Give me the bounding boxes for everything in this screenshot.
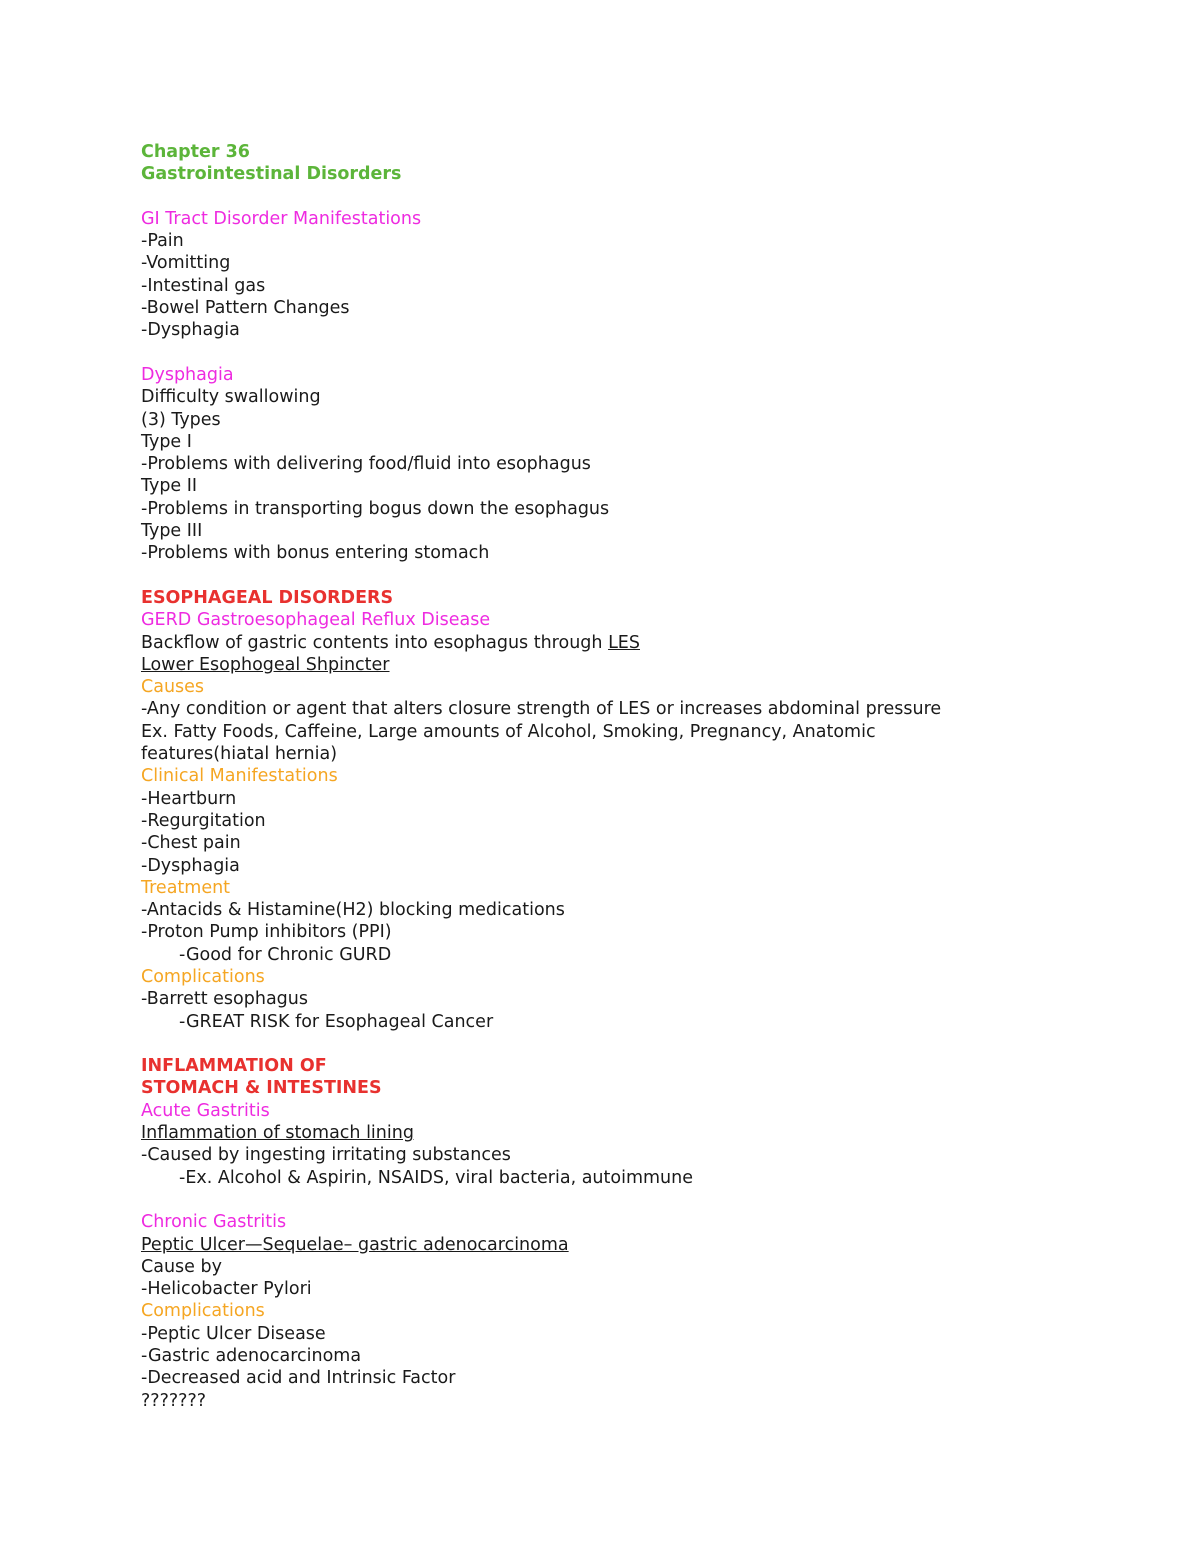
dysphagia-types-count: (3) Types (141, 409, 221, 430)
causes-line: Ex. Fatty Foods, Caffeine, Large amounts of Alcohol, Smoking, Pregnancy, Anatomic (141, 721, 876, 742)
gerd-heading: GERD Gastroesophageal Reflux Disease (141, 610, 491, 631)
chronic-cause: -Helicobacter Pylori (141, 1279, 312, 1300)
treatment-heading: Treatment (141, 877, 231, 898)
causes-line: -Any condition or agent that alters closure strength of LES or increases abdominal pressure (141, 699, 942, 720)
manifestations-heading: GI Tract Disorder Manifestations (141, 208, 422, 229)
les-abbreviation: LES (608, 632, 640, 653)
chapter-number: Chapter 36 (141, 142, 250, 162)
manifestation-item: -Pain (141, 231, 184, 252)
chronic-gastritis-definition: Peptic Ulcer—Sequelae– gastric adenocarcinoma (141, 1234, 569, 1255)
chapter-title: Gastrointestinal Disorders (141, 164, 402, 185)
manifestation-item: -Bowel Pattern Changes (141, 298, 350, 319)
esophageal-section-heading: ESOPHAGEAL DISORDERS (141, 587, 394, 608)
complication-item: -Barrett esophagus (141, 989, 309, 1010)
acute-gastritis-cause: -Caused by ingesting irritating substances (141, 1145, 511, 1166)
type-2-description: -Problems in transporting bogus down the esophagus (141, 498, 610, 519)
treatment-subitem: -Good for Chronic GURD (179, 944, 392, 965)
gerd-definition (141, 632, 1081, 654)
type-1-description: -Problems with delivering food/fluid into esophagus (141, 454, 591, 475)
acute-gastritis-heading: Acute Gastritis (141, 1100, 270, 1121)
inflammation-heading-line-2: STOMACH & INTESTINES (141, 1078, 382, 1099)
spacer (141, 1189, 1081, 1211)
les-full-name: Lower Esophogeal Shpincter (141, 654, 390, 675)
chronic-complications-heading: Complications (141, 1301, 265, 1322)
spacer (141, 342, 1081, 364)
clinical-manifestations-heading: Clinical Manifestations (141, 766, 338, 787)
dysphagia-heading: Dysphagia (141, 364, 234, 385)
treatment-item: -Antacids & Histamine(H2) blocking medications (141, 900, 565, 921)
clinical-item: -Dysphagia (141, 855, 240, 876)
clinical-item: -Chest pain (141, 833, 241, 854)
gerd-definition-text: Backflow of gastric contents into esophagus through (141, 632, 609, 653)
type-3-label: Type III (141, 521, 203, 542)
spacer (141, 186, 1081, 208)
type-1-label: Type I (141, 431, 192, 452)
spacer (141, 565, 1081, 587)
causes-heading: Causes (141, 677, 205, 698)
type-2-label: Type II (141, 476, 198, 497)
manifestation-item: -Vomitting (141, 253, 231, 274)
type-3-description: -Problems with bonus entering stomach (141, 543, 490, 564)
complications-heading: Complications (141, 966, 265, 987)
chronic-cause-label: Cause by (141, 1256, 222, 1277)
acute-gastritis-definition: Inflammation of stomach lining (141, 1123, 414, 1144)
chronic-gastritis-heading: Chronic Gastritis (141, 1212, 287, 1233)
chronic-complication-item: -Peptic Ulcer Disease (141, 1323, 326, 1344)
complication-subitem: -GREAT RISK for Esophageal Cancer (179, 1011, 494, 1032)
spacer (141, 1033, 1081, 1055)
document-page (141, 141, 1081, 1412)
dysphagia-definition: Difficulty swallowing (141, 387, 321, 408)
chronic-complication-item: ??????? (141, 1390, 207, 1411)
manifestation-item: -Intestinal gas (141, 275, 266, 296)
treatment-item: -Proton Pump inhibitors (PPI) (141, 922, 392, 943)
chronic-complication-item: -Decreased acid and Intrinsic Factor (141, 1368, 456, 1389)
acute-gastritis-example: -Ex. Alcohol & Aspirin, NSAIDS, viral bacteria, autoimmune (179, 1167, 693, 1188)
chronic-complication-item: -Gastric adenocarcinoma (141, 1346, 362, 1367)
clinical-item: -Heartburn (141, 788, 237, 809)
inflammation-heading-line-1: INFLAMMATION OF (141, 1056, 327, 1077)
clinical-item: -Regurgitation (141, 810, 266, 831)
causes-line: features(hiatal hernia) (141, 744, 338, 765)
manifestation-item: -Dysphagia (141, 320, 240, 341)
